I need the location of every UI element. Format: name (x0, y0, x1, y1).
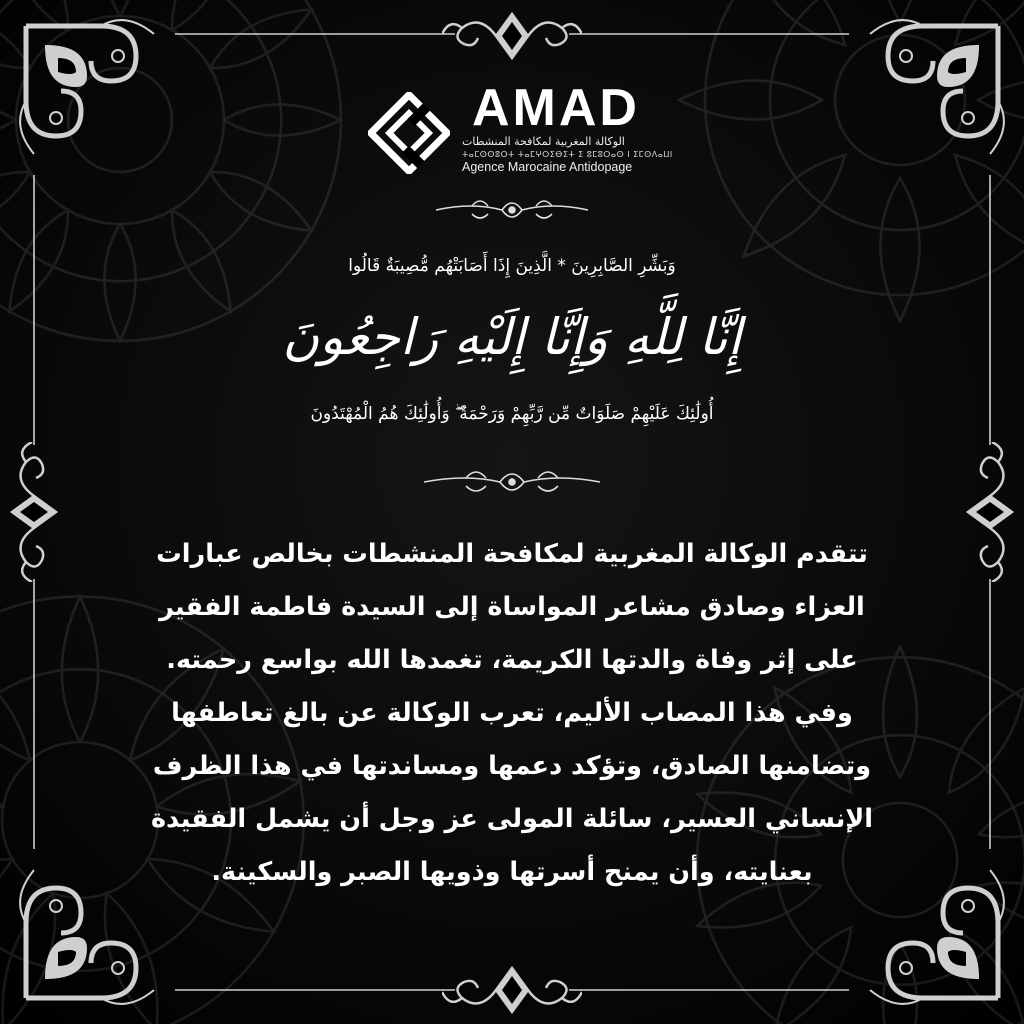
message-line: العزاء وصادق مشاعر المواساة إلى السيدة فاطمة الفقير (159, 592, 865, 622)
amad-logo (368, 79, 673, 178)
message-line: بعنايته، وأن يمنح أسرتها وذويها الصبر والسكينة. (211, 857, 813, 887)
verse-bottom-line: أُولَٰئِكَ عَلَيْهِمْ صَلَوَاتٌ مِّن رَّبِّهِمْ وَرَحْمَةٌ ۖ وَأُولَٰئِكَ هُمُ الْمُهْتَدُونَ (310, 404, 714, 424)
calligraphic-divider-icon (432, 192, 592, 228)
message-line: على إثر وفاة والدتها الكريمة، تغمدها الله بواسع رحمته. (166, 645, 858, 675)
ornamental-side-flourish-icon (962, 442, 1018, 582)
message-line: وفي هذا المصاب الأليم، تعرب الوكالة عن بالغ تعاطفها (171, 698, 853, 728)
ornamental-corner-icon (868, 6, 1018, 156)
brand-name-french: Agence Marocaine Antidopage (462, 160, 633, 174)
brand-name: AMAD (472, 79, 640, 137)
brand-name-tifinagh: ⵜⴰⵎⵙⵙⵓⵔⵜ ⵜⴰⵎⵖⵔⵉⴱⵉⵜ ⵉ ⵓⵎⵓⵔⴰⵙ ⵏ ⵉⵎⵙⴷⴰⵡⵏ (462, 150, 673, 159)
ornamental-side-flourish-icon (442, 8, 582, 64)
ornamental-side-flourish-icon (6, 442, 62, 582)
message-line: تتقدم الوكالة المغربية لمكافحة المنشطات بخالص عبارات (156, 539, 868, 569)
ornamental-side-flourish-icon (442, 962, 582, 1018)
ornamental-corner-icon (6, 6, 156, 156)
condolence-message (128, 528, 896, 899)
message-line: وتضامنها الصادق، وتؤكد دعمها ومساندتها في هذا الظرف (152, 751, 872, 781)
verse-top-line: وَبَشِّرِ الصَّابِرِينَ * الَّذِينَ إِذَا أَصَابَتْهُم مُّصِيبَةٌ قَالُوا (348, 256, 676, 276)
brand-name-arabic: الوكالة المغربية لمكافحة المنشطات (462, 135, 625, 148)
message-line: الإنساني العسير، سائلة المولى عز وجل أن يشمل الفقيدة (150, 804, 874, 834)
amad-logo-mark-icon (368, 92, 450, 174)
verse-main-calligraphy: إِنَّا لِلَّهِ وَإِنَّا إِلَيْهِ رَاجِعُونَ (282, 308, 742, 366)
calligraphic-divider-icon (420, 462, 604, 502)
